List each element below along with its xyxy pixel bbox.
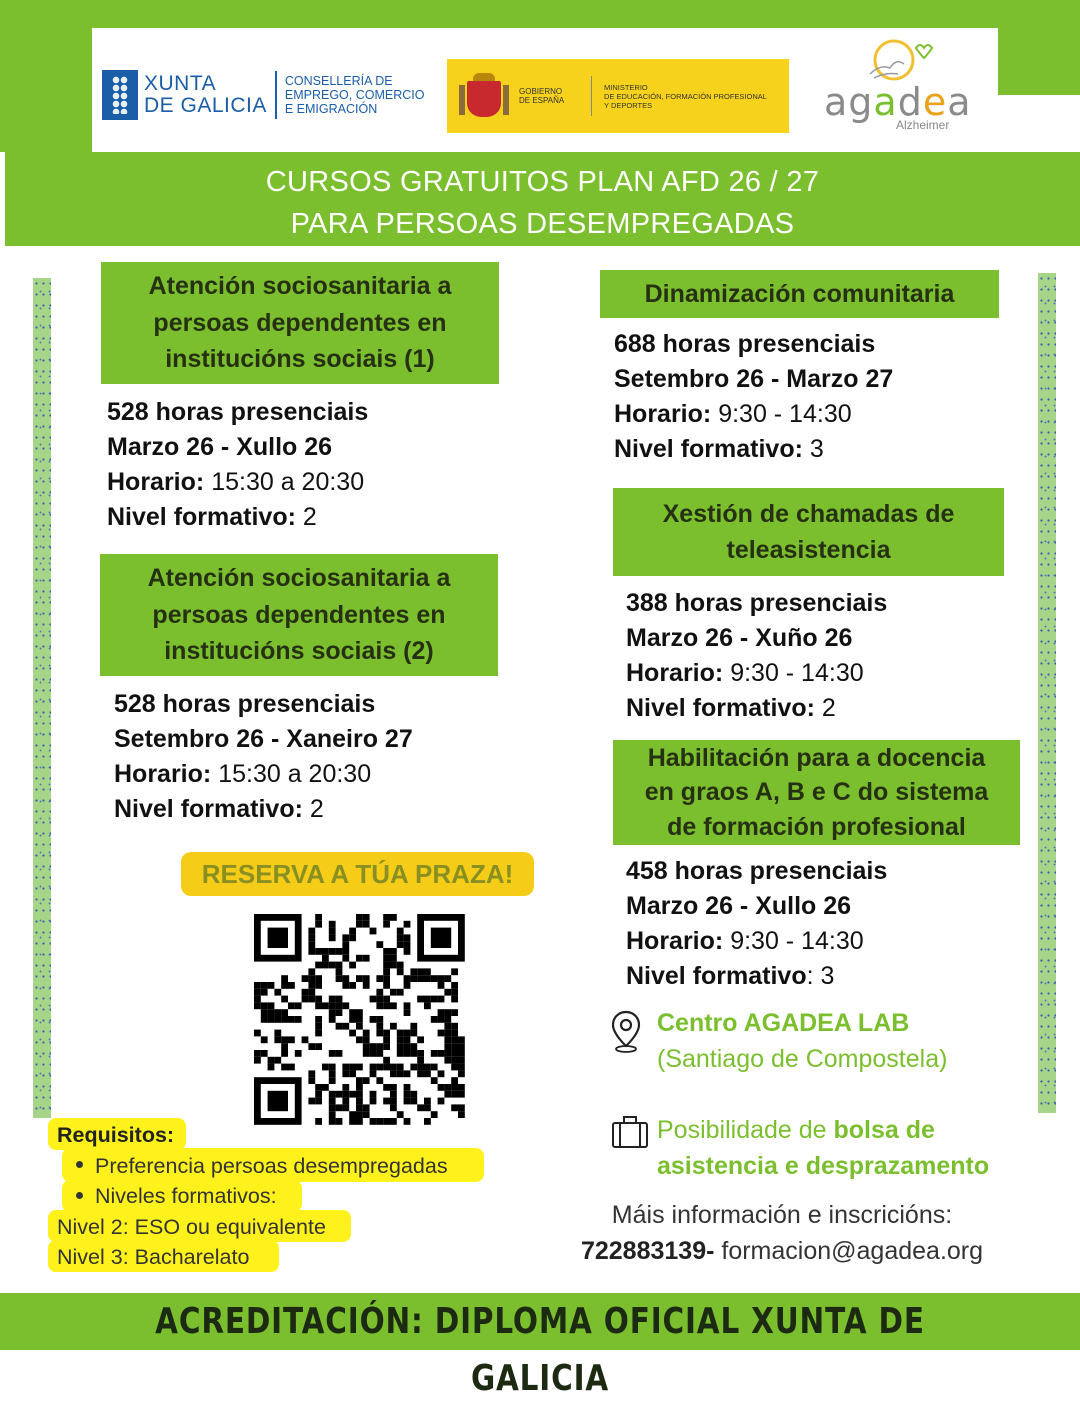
top-green-band (0, 0, 1080, 28)
contact-phone[interactable]: 722883139- (580, 1237, 715, 1265)
logo-bar (92, 28, 998, 152)
course-2-schedule-label: Horario: (114, 760, 212, 788)
xunta-department (285, 74, 425, 116)
course-2-title-line3: institucións sociais (2) (164, 637, 434, 666)
course-5-dates: Marzo 26 - Xullo 26 (626, 892, 852, 920)
course-1-schedule: 15:30 a 20:30 (211, 468, 365, 496)
requisitos-heading: Requisitos: (57, 1123, 175, 1147)
bolsa-bold2: asistencia e desprazamento (657, 1152, 990, 1180)
course-4-schedule-label: Horario: (626, 659, 724, 687)
requisitos-item2: Niveles formativos: (95, 1184, 277, 1208)
agadea-wordmark: agadea (824, 80, 972, 124)
xunta-name (144, 73, 267, 117)
footer-accreditation: ACREDITACIÓN: DIPLOMA OFICIAL XUNTA DE GALICIA (155, 1301, 925, 1399)
course-3-details (614, 327, 893, 467)
requisitos-level2: Nivel 2: ESO ou equivalente (57, 1214, 326, 1239)
course-1-dates: Marzo 26 - Xullo 26 (107, 433, 333, 461)
course-3-level-label: Nivel formativo: (614, 435, 803, 463)
course-3-title (600, 270, 999, 318)
course-5-hours: 458 horas presenciais (626, 857, 888, 885)
requisitos-list (57, 1120, 448, 1273)
course-2-level-label: Nivel formativo: (114, 795, 303, 823)
gobierno-text (519, 87, 579, 105)
xunta-dept-line2: EMPREGO, COMERCIO (284, 88, 425, 102)
xunta-name-line2: DE GALICIA (144, 94, 267, 117)
left-decorative-stripe (33, 278, 51, 1118)
course-5-schedule-label: Horario: (626, 927, 724, 955)
ministerio-line1: MINISTERIO (604, 82, 648, 92)
course-5-schedule: 9:30 - 14:30 (730, 927, 864, 955)
ministerio-line3: Y DEPORTES (604, 100, 653, 110)
course-1-level-label: Nivel formativo: (107, 503, 296, 531)
course-2-details (114, 687, 413, 827)
title-line1: CURSOS GRATUITOS PLAN AFD 26 / 27 (265, 166, 820, 198)
course-2-title-line2: persoas dependentes en (152, 600, 446, 629)
location-pin-icon (611, 1010, 641, 1054)
course-4-dates: Marzo 26 - Xuño 26 (626, 624, 853, 652)
course-5-level: : 3 (806, 962, 835, 990)
course-3-schedule-label: Horario: (614, 400, 712, 428)
course-3-schedule: 9:30 - 14:30 (718, 400, 852, 428)
xunta-logo (102, 70, 424, 120)
course-2-schedule: 15:30 a 20:30 (218, 760, 372, 788)
xunta-name-line1: XUNTA (144, 72, 217, 95)
course-1-schedule-label: Horario: (107, 468, 205, 496)
location-name: Centro AGADEA LAB (657, 1009, 910, 1037)
bullet-icon (76, 1161, 83, 1168)
course-5-title-line3: de formación profesional (667, 812, 966, 841)
course-4-schedule: 9:30 - 14:30 (730, 659, 864, 687)
course-1-title (101, 262, 499, 384)
xunta-dept-line3: E EMIGRACIÓN (284, 102, 378, 116)
ministerio-line2: DE EDUCACIÓN, FORMACIÓN PROFESIONAL (604, 91, 767, 101)
course-5-title-line1: Habilitación para a docencia (647, 743, 986, 772)
agadea-logo (820, 36, 970, 140)
course-3-dates: Setembro 26 - Marzo 27 (614, 365, 894, 393)
course-4-title-line2: teleasistencia (726, 536, 891, 564)
title-line2: PARA PERSOAS DESEMPREGADAS (290, 208, 795, 240)
course-3-hours: 688 horas presenciais (614, 330, 876, 358)
course-2-level: 2 (309, 795, 324, 823)
gobierno-line2: DE ESPAÑA (519, 96, 565, 105)
gobierno-logo (447, 59, 789, 133)
course-3-level: 3 (809, 435, 824, 463)
course-5-title (613, 740, 1020, 845)
xunta-crest-icon (102, 70, 138, 120)
xunta-dept-line1: CONSELLERÍA DE (284, 74, 393, 88)
course-5-details (626, 854, 887, 994)
top-green-left-block (0, 0, 92, 152)
suitcase-icon (611, 1115, 649, 1149)
contact-email[interactable]: formacion@agadea.org (714, 1237, 984, 1265)
course-2-title-line1: Atención sociosanitaria a (147, 564, 451, 593)
course-1-level: 2 (302, 503, 317, 531)
title-banner (5, 152, 1080, 246)
gobierno-line1: GOBIERNO (519, 87, 563, 96)
course-1-hours: 528 horas presenciais (107, 398, 369, 426)
location-city: (Santiago de Compostela) (657, 1045, 948, 1073)
ministerio-text (604, 83, 767, 110)
info-heading: Máis información e inscricións: (611, 1201, 953, 1229)
course-4-details (626, 586, 887, 726)
course-3-title-line1: Dinamización comunitaria (644, 279, 955, 308)
course-4-level: 2 (821, 694, 836, 722)
bolsa-prefix: Posibilidade de (657, 1116, 834, 1144)
course-1-title-line1: Atención sociosanitaria a (148, 272, 452, 301)
bullet-icon (76, 1192, 83, 1199)
top-green-right-block (998, 0, 1080, 95)
course-4-level-label: Nivel formativo: (626, 694, 815, 722)
right-decorative-stripe (1038, 273, 1056, 1113)
course-4-title-line1: Xestión de chamadas de (662, 499, 955, 528)
course-2-hours: 528 horas presenciais (114, 690, 376, 718)
contact-info (540, 1197, 1024, 1269)
course-1-title-line2: persoas dependentes en (153, 308, 447, 337)
course-5-level-label: Nivel formativo (626, 962, 807, 990)
reserva-banner[interactable]: RESERVA A TÚA PRAZA! (181, 852, 534, 896)
course-4-title (613, 488, 1004, 576)
requisitos-level3: Nivel 3: Bacharelato (57, 1245, 250, 1269)
course-1-title-line3: institucións sociais (1) (165, 345, 435, 374)
location-text (657, 1005, 947, 1077)
xunta-separator (275, 71, 277, 119)
course-1-details (107, 395, 368, 535)
requisitos-item1: Preferencia persoas desempregadas (95, 1153, 448, 1178)
course-2-title (100, 554, 498, 676)
gobierno-separator (591, 76, 592, 116)
course-4-hours: 388 horas presenciais (626, 589, 888, 617)
course-5-title-line2: en graos A, B e C do sistema (644, 778, 989, 807)
qr-code-icon[interactable] (228, 898, 486, 1128)
bolsa-bold1: bolsa de (833, 1116, 935, 1144)
course-2-dates: Setembro 26 - Xaneiro 27 (114, 725, 413, 753)
agadea-hands-icon (860, 38, 940, 84)
bolsa-text (657, 1112, 989, 1184)
agadea-subtitle: Alzheimer (896, 118, 950, 132)
spain-coat-of-arms-icon (459, 71, 509, 121)
